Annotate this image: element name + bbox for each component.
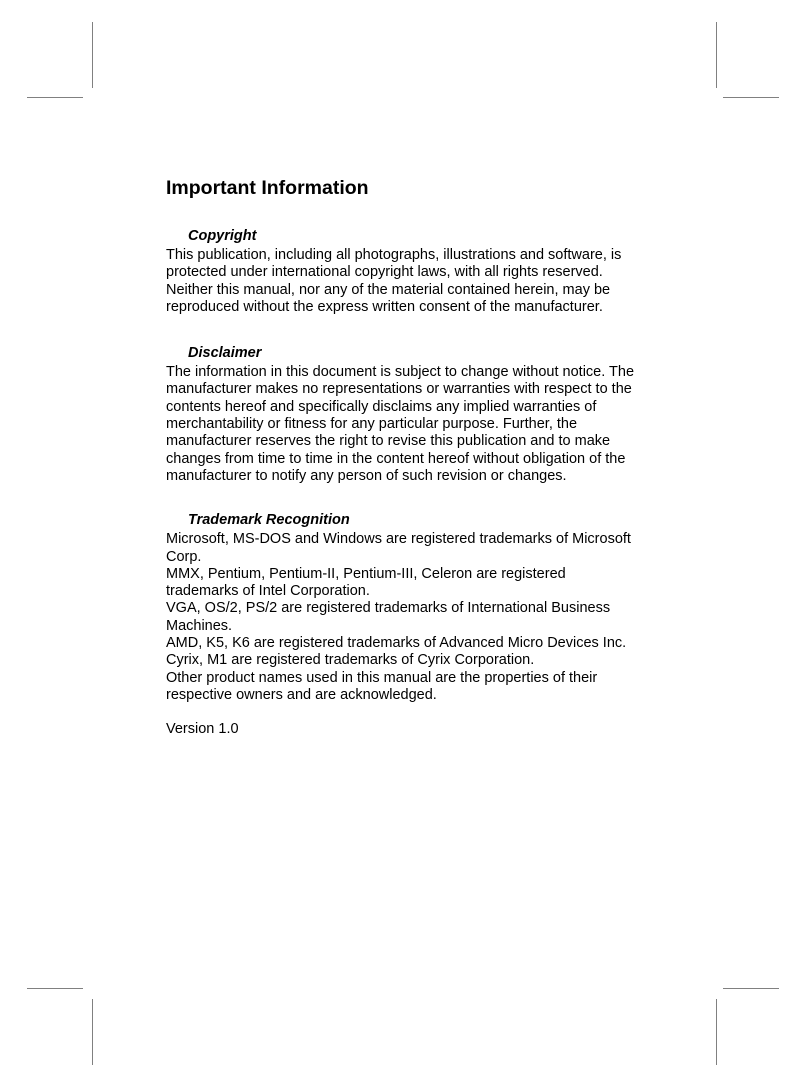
trademark-line: MMX, Pentium, Pentium-II, Pentium-III, Celeron are registered bbox=[166, 565, 566, 582]
trademark-line: Microsoft, MS-DOS and Windows are registered trademarks of Microsoft bbox=[166, 531, 631, 548]
disclaimer-line: merchantability or fitness for any particular purpose. Further, the bbox=[166, 416, 578, 433]
crop-mark-top-right-vertical bbox=[716, 22, 717, 88]
disclaimer-line: manufacturer to notify any person of such revision or changes. bbox=[166, 467, 567, 484]
copyright-line: This publication, including all photographs, illustrations and software, is bbox=[166, 247, 622, 263]
page-title: Important Information bbox=[166, 177, 369, 199]
copyright-line: Neither this manual, nor any of the material contained herein, may be bbox=[166, 281, 611, 298]
copyright-section bbox=[166, 227, 666, 316]
crop-mark-bottom-right-vertical bbox=[716, 999, 717, 1065]
trademark-line: Corp. bbox=[166, 548, 202, 565]
trademark-line: AMD, K5, K6 are registered trademarks of Advanced Micro Devices Inc. bbox=[166, 635, 627, 652]
copyright-heading: Copyright bbox=[188, 228, 257, 244]
copyright-line: protected under international copyright laws, with all rights reserved. bbox=[166, 264, 603, 281]
disclaimer-line: changes from time to time in the content hereof without obligation of the bbox=[166, 450, 626, 467]
trademark-line: VGA, OS/2, PS/2 are registered trademarks of International Business bbox=[166, 600, 611, 617]
trademark-paragraph bbox=[166, 531, 666, 704]
trademark-line: Cyrix, M1 are registered trademarks of Cyrix Corporation. bbox=[166, 652, 535, 669]
crop-mark-bottom-right-horizontal bbox=[723, 988, 779, 989]
disclaimer-paragraph bbox=[166, 364, 666, 485]
disclaimer-line: contents hereof and specifically disclaims any implied warranties of bbox=[166, 398, 597, 415]
disclaimer-line: The information in this document is subject to change without notice. The bbox=[166, 364, 635, 381]
copyright-paragraph bbox=[166, 247, 666, 316]
trademark-section bbox=[166, 511, 666, 704]
trademark-heading: Trademark Recognition bbox=[188, 512, 350, 529]
trademark-line: trademarks of Intel Corporation. bbox=[166, 583, 370, 600]
trademark-line: respective owners and are acknowledged. bbox=[166, 686, 437, 703]
version-label: Version 1.0 bbox=[166, 721, 239, 738]
document-body bbox=[166, 176, 666, 739]
crop-mark-top-left-vertical bbox=[92, 22, 93, 88]
disclaimer-heading: Disclaimer bbox=[188, 345, 262, 362]
trademark-line: Machines. bbox=[166, 617, 233, 634]
disclaimer-section bbox=[166, 344, 666, 485]
crop-mark-bottom-left-vertical bbox=[92, 999, 93, 1065]
disclaimer-line: manufacturer reserves the right to revise this publication and to make bbox=[166, 433, 611, 450]
disclaimer-line: manufacturer makes no representations or warranties with respect to the bbox=[166, 381, 632, 398]
copyright-line: reproduced without the express written consent of the manufacturer. bbox=[166, 298, 603, 315]
crop-mark-bottom-left-horizontal bbox=[27, 988, 83, 989]
crop-mark-top-left-horizontal bbox=[27, 97, 83, 98]
crop-mark-top-right-horizontal bbox=[723, 97, 779, 98]
trademark-line: Other product names used in this manual are the properties of their bbox=[166, 669, 598, 686]
